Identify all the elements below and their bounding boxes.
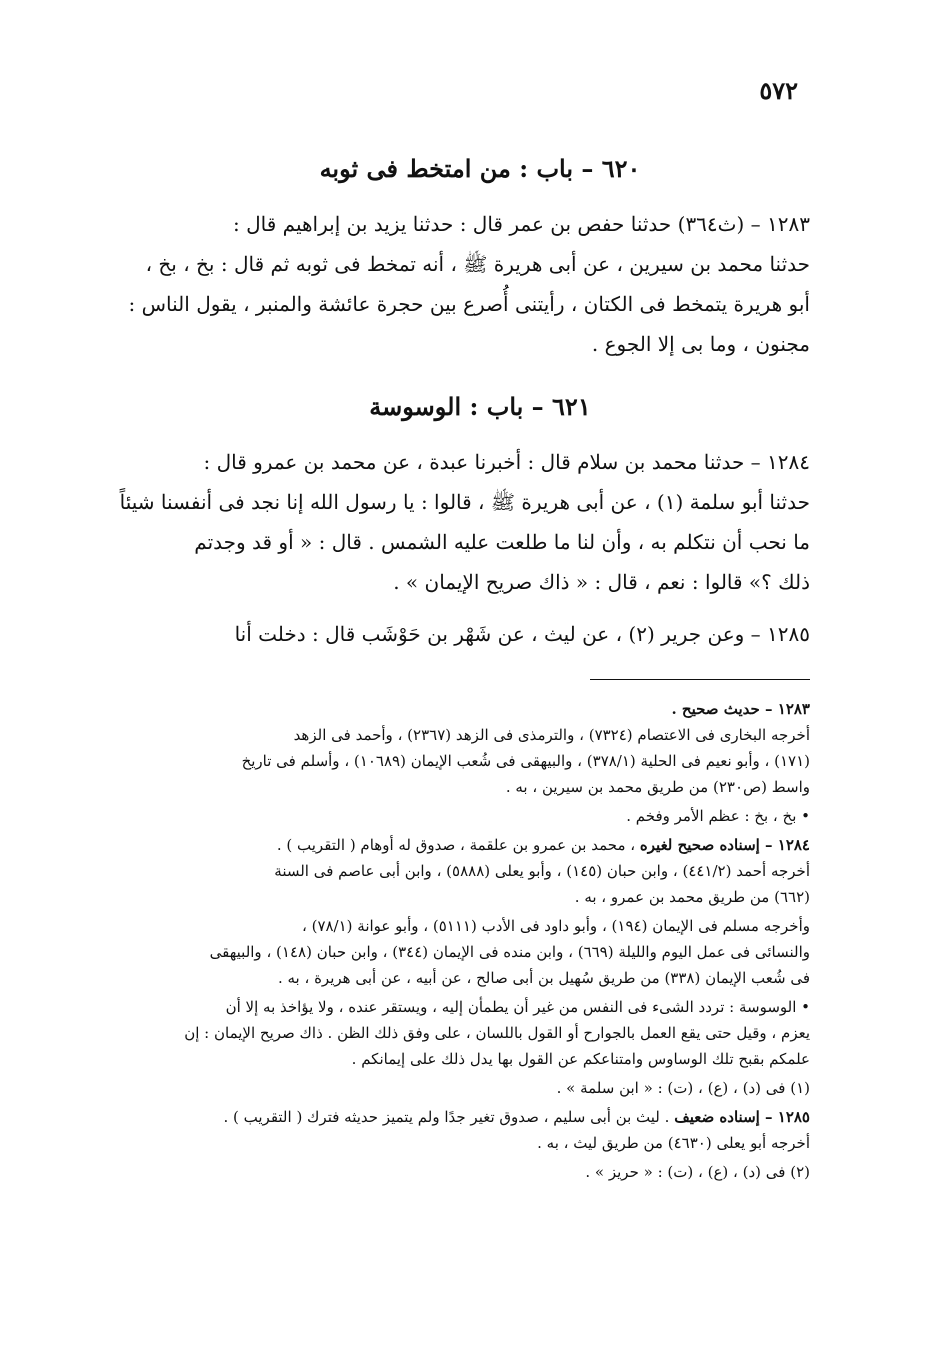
footnote-1284-ruling-bold: ١٢٨٤ – إسناده صحيح لغيره xyxy=(639,836,810,854)
hadith-1284-line-2: حدثنا أبو سلمة (١) ، عن أبى هريرة ﷺ ، قالوا : يا رسول الله إنا نجد فى أنفسنا شيئاً xyxy=(119,490,810,514)
footnote-1284-ruling-rest: ، محمد بن عمرو بن علقمة ، صدوق له أوهام ( التقريب ) . xyxy=(276,836,640,854)
chapter-621-title: ٦٢١ – باب : الوسوسة xyxy=(369,392,591,421)
footnote-1283-ruling xyxy=(100,696,810,722)
footnote-1284-gloss-3: علمكم بقبح تلك الوساوس وامتناعكم عن القول بها يدل ذلك على إيمانكم . xyxy=(351,1050,810,1068)
footnote-1283-takhrij-2: (١٧١) ، وأبو نعيم فى الحلية (٣٧٨/١) ، والبيهقى فى شُعب الإيمان (١٠٦٨٩) ، وأسلم فى تاريخ xyxy=(241,752,810,770)
footnote-1283-takhrij-3: واسط (ص٢٣٠) من طريق محمد بن سيرين ، به . xyxy=(505,778,810,796)
footnote-1283-ruling-bold: ١٢٨٣ – حديث صحيح . xyxy=(671,700,810,718)
hadith-1285 xyxy=(100,614,810,654)
footnote-1284-takhrij1-2: (٦٦٢) من طريق محمد بن عمرو ، به . xyxy=(574,888,810,906)
page-number: ٥٧٢ xyxy=(759,76,798,105)
footnotes xyxy=(100,696,810,1185)
footnote-1284-takhrij1-1: أخرجه أحمد (٤٤١/٢) ، وابن حبان (١٤٥) ، وأبو يعلى (٥٨٨٨) ، وابن أبى عاصم فى السنة xyxy=(274,862,810,880)
hadith-1283-line-3: أبو هريرة يتمخط فى الكتان ، رأيتنى أُصرع بين حجرة عائشة والمنبر ، يقول الناس : xyxy=(128,292,810,316)
footnote-1283-takhrij-1: أخرجه البخارى فى الاعتصام (٧٣٢٤) ، والترمذى فى الزهد (٢٣٦٧) ، وأحمد فى الزهد xyxy=(293,726,810,744)
footnote-1285-ruling xyxy=(100,1104,810,1130)
footnote-variant-1: (١) فى (د) ، (ع) ، (ت) : « ابن سلمة » . xyxy=(556,1079,810,1097)
footnote-variant-2: (٢) فى (د) ، (ع) ، (ت) : « حريز » . xyxy=(585,1163,810,1181)
footnote-1284-takhrij2-2: والنسائى فى عمل اليوم والليلة (٦٦٩) ، وابن منده فى الإيمان (٣٤٤) ، وابن حبان (١٤٨) ، والبيهقى xyxy=(209,943,810,961)
footnote-1285-ruling-rest: . ليث بن أبى سليم ، صدوق تغير جدًا ولم يتميز حديثه فترك ( التقريب ) . xyxy=(223,1108,675,1126)
chapter-620-title: ٦٢٠ – باب : من امتخط فى ثوبه xyxy=(319,154,641,183)
footnote-1284-takhrij2-1: وأخرجه مسلم فى الإيمان (١٩٤) ، وأبو داود فى الأدب (٥١١١) ، وأبو عوانة (٧٨/١) ، xyxy=(301,917,810,935)
hadith-1284-line-1: ١٢٨٤ – حدثنا محمد بن سلام قال : أخبرنا عبدة ، عن محمد بن عمرو قال : xyxy=(203,450,810,474)
footnote-1285-takhrij: أخرجه أبو يعلى (٤٦٣٠) من طريق ليث ، به . xyxy=(537,1134,810,1152)
hadith-1284 xyxy=(100,442,810,602)
footnote-separator xyxy=(590,679,810,680)
footnote-1284-takhrij2-3: فى شُعب الإيمان (٣٣٨) من طريق سُهيل بن أبى صالح ، عن أبيه ، عن أبى هريرة ، به . xyxy=(277,969,810,987)
hadith-1283-line-1: ١٢٨٣ – (ث٣٦٤) حدثنا حفص بن عمر قال : حدثنا يزيد بن إبراهيم قال : xyxy=(233,212,810,236)
hadith-1283-line-2: حدثنا محمد بن سيرين ، عن أبى هريرة ﷺ ، أنه تمخط فى ثوبه ثم قال : بخ ، بخ ، xyxy=(145,252,810,276)
hadith-1285-line-1: ١٢٨٥ – وعن جرير (٢) ، عن ليث ، عن شَهْر بن حَوْشَب قال : دخلت أنا xyxy=(234,622,810,646)
footnote-1284-gloss-1: • الوسوسة : تردد الشىء فى النفس من غير أن يطمأن إليه ، ويستقر عنده ، ولا يؤاخذ به إلا أن xyxy=(225,998,810,1016)
hadith-1284-line-4: ذلك ؟» قالوا : نعم ، قال : « ذاك صريح الإيمان » . xyxy=(393,570,810,594)
footnote-1283-gloss: • بخ ، بخ : عظم الأمر وفخم . xyxy=(626,807,810,825)
hadith-1283 xyxy=(100,204,810,364)
footnote-1284-ruling xyxy=(100,832,810,858)
footnote-1285-ruling-bold: ١٢٨٥ – إسناده ضعيف xyxy=(674,1108,810,1126)
footnote-1284-gloss-2: يعزم ، وقيل حتى يقع العمل بالجوارح أو القول باللسان ، على وفق ذلك الظن . ذاك صريح الإيمان : إن xyxy=(184,1024,810,1042)
hadith-1283-line-4: مجنون ، وما بى إلا الجوع . xyxy=(591,332,810,356)
hadith-1284-line-3: ما نحب أن نتكلم به ، وأن لنا ما طلعت عليه الشمس . قال : « أو قد وجدتم xyxy=(194,530,810,554)
